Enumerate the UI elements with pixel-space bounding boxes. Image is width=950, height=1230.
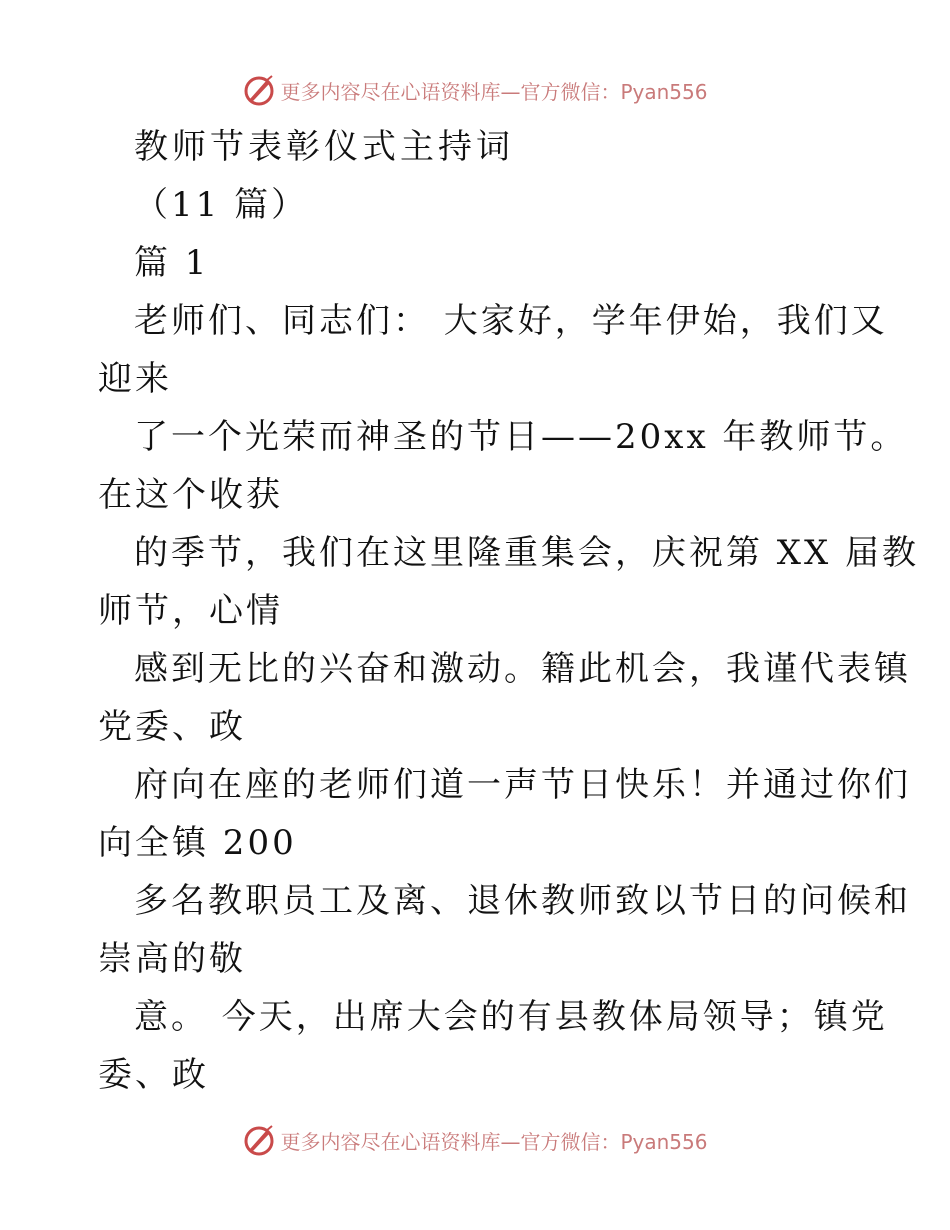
text-line: 向全镇 200	[98, 823, 297, 863]
watermark-text: 更多内容尽在心语资料库—官方微信：Pyan556	[280, 79, 708, 104]
text-line: 了一个光荣而神圣的节日——20xx 年教师节。	[134, 417, 908, 457]
quill-pen-logo-icon	[242, 73, 276, 107]
text-line: 的季节，我们在这里隆重集会，庆祝第 XX 届教	[134, 533, 920, 573]
text-line: 感到无比的兴奋和激动。籍此机会，我谨代表镇	[134, 649, 911, 689]
paragraph-lines	[98, 292, 920, 1104]
document-count: （11 篇）	[134, 185, 309, 225]
text-line: 党委、政	[98, 707, 246, 747]
watermark-banner-top	[0, 70, 950, 110]
quill-pen-logo-icon	[242, 1123, 276, 1157]
document-body	[98, 118, 920, 1104]
text-line: 意。 今天，出席大会的有县教体局领导；镇党	[134, 997, 888, 1037]
text-line: 崇高的敬	[98, 939, 246, 979]
watermark-banner-bottom	[0, 1120, 950, 1160]
text-line: 多名教职员工及离、退休教师致以节日的问候和	[134, 881, 911, 921]
section-heading: 篇 1	[134, 243, 210, 283]
text-line: 在这个收获	[98, 475, 283, 515]
text-line: 迎来	[98, 359, 172, 399]
text-line: 师节，心情	[98, 591, 283, 631]
document-title: 教师节表彰仪式主持词	[134, 127, 514, 167]
text-line: 府向在座的老师们道一声节日快乐！并通过你们	[134, 765, 911, 805]
text-line: 老师们、同志们： 大家好，学年伊始，我们又	[134, 301, 888, 341]
watermark-text: 更多内容尽在心语资料库—官方微信：Pyan556	[280, 1129, 708, 1154]
text-line: 委、政	[98, 1055, 209, 1095]
